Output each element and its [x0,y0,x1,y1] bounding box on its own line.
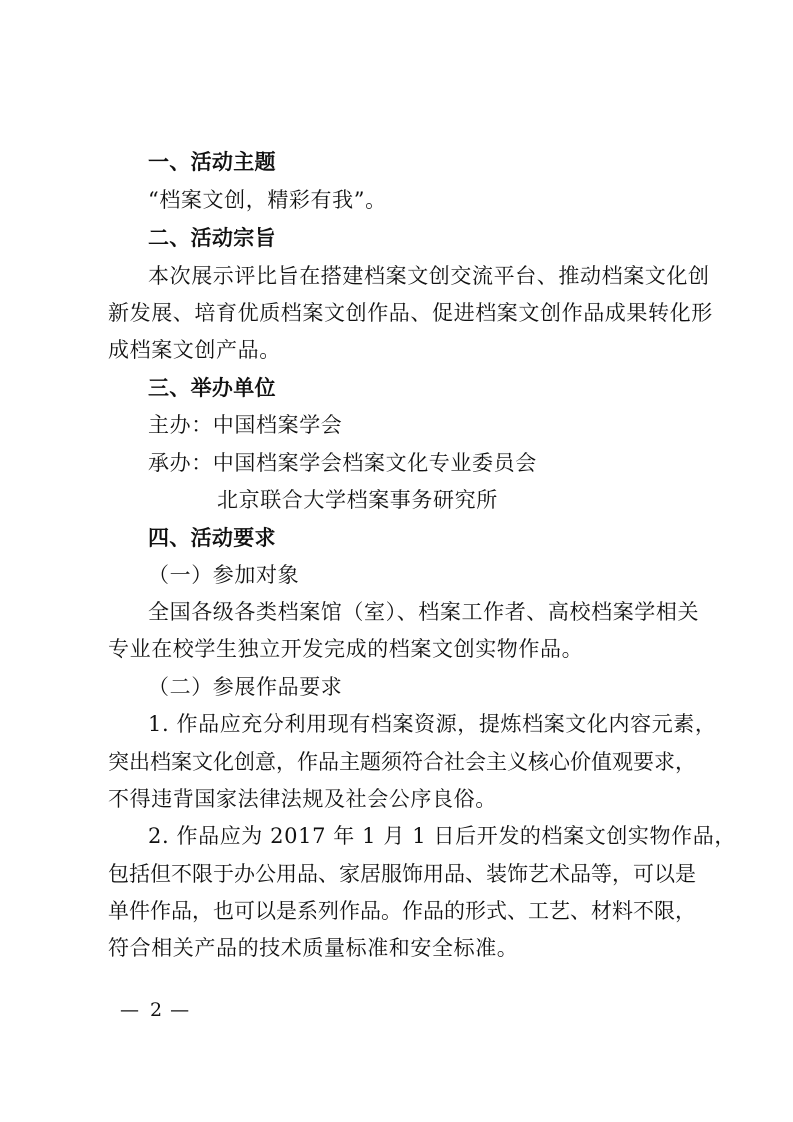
footer-dash-left: — [120,999,139,1021]
participants-line-1: 全国各级各类档案馆（室）、档案工作者、高校档案学相关 [148,600,700,624]
subsection-title-entry-requirements: （二）参展作品要求 [148,675,343,699]
participants-line-2: 专业在校学生独立开发完成的档案文创实物作品。 [108,637,584,661]
purpose-line-2: 新发展、培育优质档案文创作品、促进档案文创作品成果转化形 [108,301,713,325]
requirement-2-line-2: 包括但不限于办公用品、家居服饰用品、装饰艺术品等，可以是 [108,862,696,886]
host-line: 主办：中国档案学会 [148,413,343,437]
purpose-line-3: 成档案文创产品。 [108,338,281,362]
section-heading-theme: 一、活动主题 [148,150,276,174]
section-heading-requirements: 四、活动要求 [148,526,276,550]
footer-dash-right: — [170,999,190,1021]
section-heading-organizers: 三、举办单位 [148,376,276,400]
requirement-2-line-4: 符合相关产品的技术质量标准和安全标准。 [108,936,519,960]
purpose-line-1: 本次展示评比旨在搭建档案文创交流平台、推动档案文化创 [148,264,710,288]
section-heading-purpose: 二、活动宗旨 [148,226,276,250]
requirement-2-line-1: 2. 作品应为 2017 年 1 月 1 日后开发的档案文创实物作品， [148,824,736,848]
requirement-1-line-1: 1. 作品应充分利用现有档案资源，提炼档案文化内容元素， [148,712,717,736]
requirement-1-line-3: 不得违背国家法律法规及社会公序良俗。 [108,787,497,811]
theme-text: “档案文创，精彩有我”。 [148,188,387,212]
page-number-footer [120,995,192,1025]
organizer-line-2: 北京联合大学档案事务研究所 [217,488,498,512]
requirement-2-line-3: 单件作品，也可以是系列作品。作品的形式、工艺、材料不限， [108,899,696,923]
requirement-1-line-2: 突出档案文化创意，作品主题须符合社会主义核心价值观要求， [108,750,696,774]
page-number: 2 [150,999,163,1021]
subsection-title-participants: （一）参加对象 [148,563,300,587]
organizer-line-1: 承办：中国档案学会档案文化专业委员会 [148,451,537,475]
